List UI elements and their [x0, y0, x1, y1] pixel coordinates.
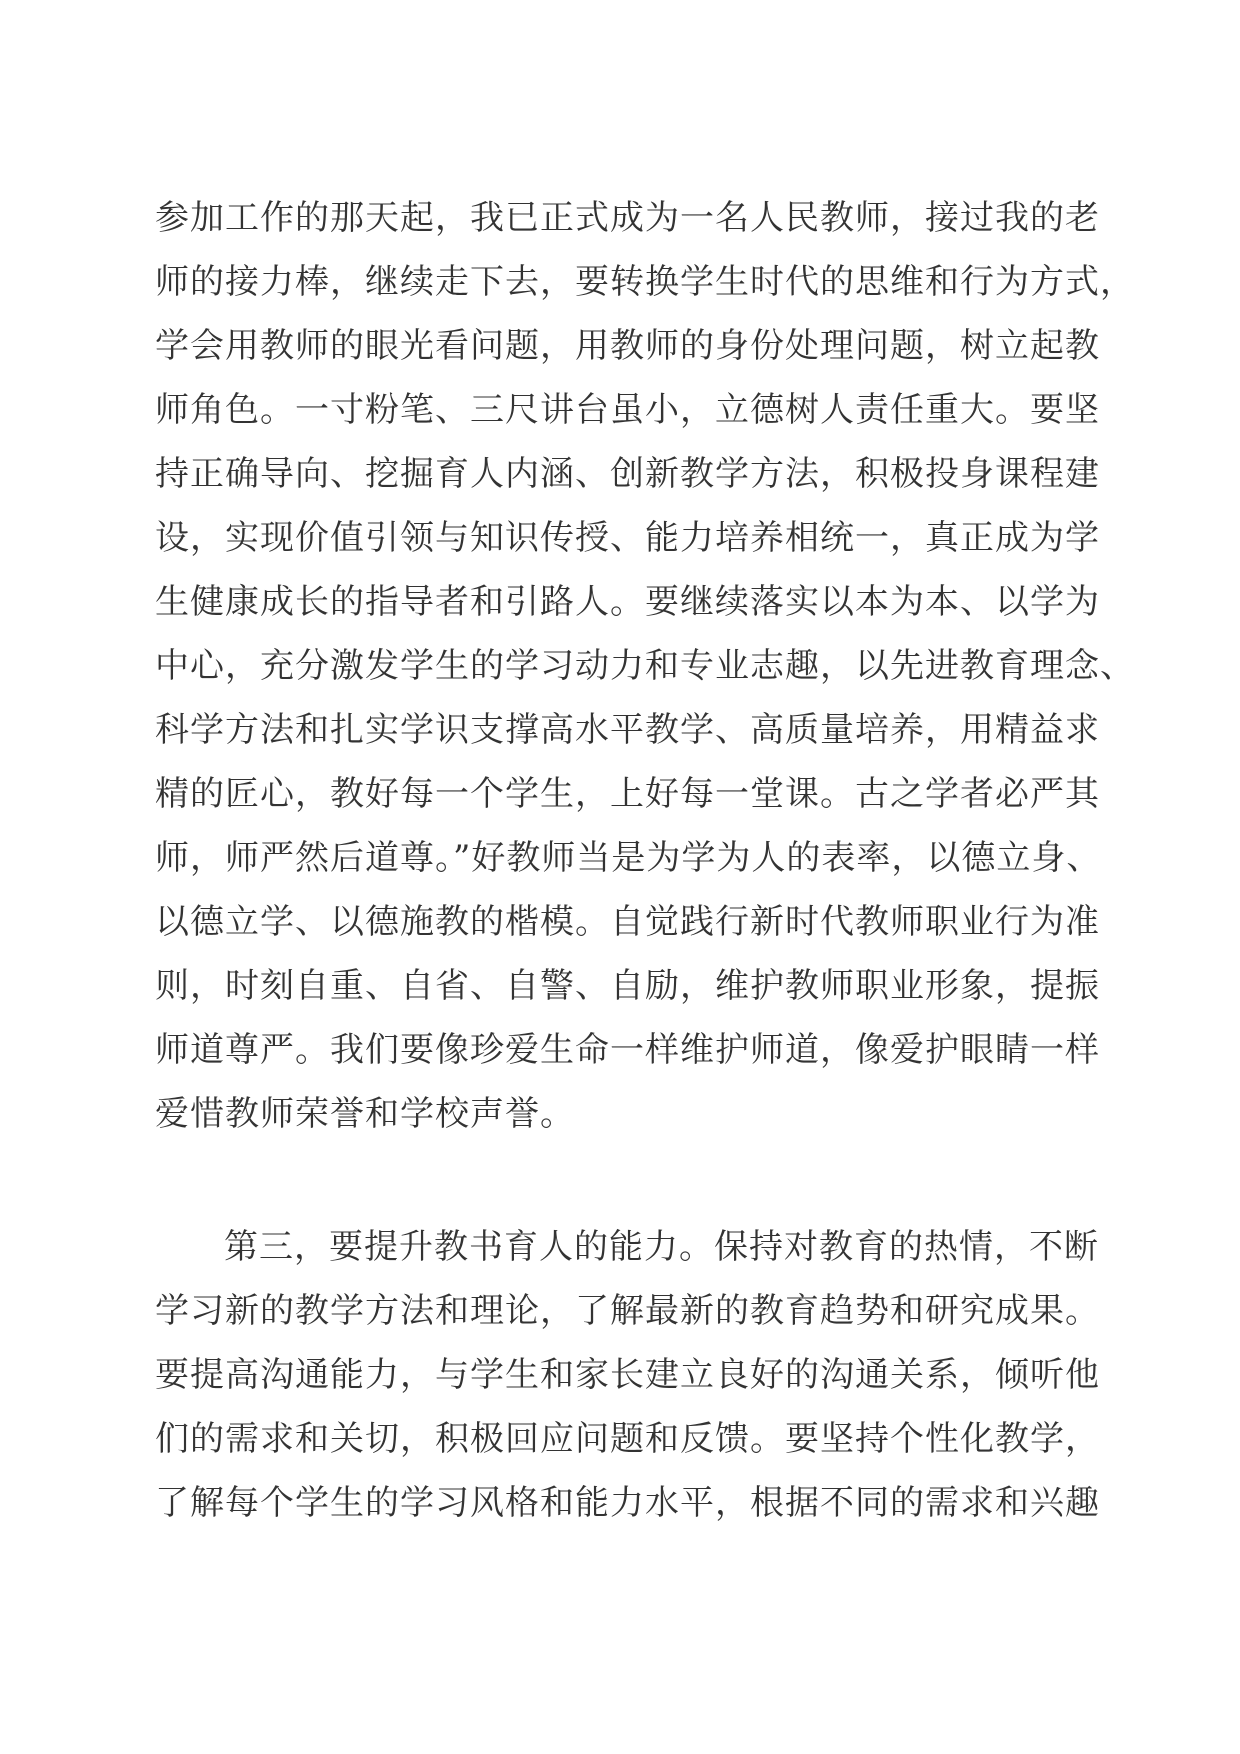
paragraph-line: 持正确导向、挖掘育人内涵、创新教学方法，积极投身课程建 — [155, 454, 1100, 494]
paragraph-line: 精的匠心，教好每一个学生，上好每一堂课。古之学者必严其 — [155, 774, 1100, 814]
paragraph-line: 以德立学、以德施教的楷模。自觉践行新时代教师职业行为准 — [155, 902, 1100, 942]
paragraph-line: 要提高沟通能力，与学生和家长建立良好的沟通关系，倾听他 — [155, 1355, 1100, 1395]
paragraph-line: 爱惜教师荣誉和学校声誉。 — [155, 1094, 575, 1134]
paragraph-line: 生健康成长的指导者和引路人。要继续落实以本为本、以学为 — [155, 582, 1100, 622]
paragraph-line: 则，时刻自重、自省、自警、自励，维护教师职业形象，提振 — [155, 966, 1100, 1006]
paragraph-line: 师，师严然后道尊。”好教师当是为学为人的表率，以德立身、 — [155, 838, 1102, 878]
paragraph-line: 学会用教师的眼光看问题，用教师的身份处理问题，树立起教 — [155, 326, 1100, 366]
paragraph-line: 师角色。一寸粉笔、三尺讲台虽小，立德树人责任重大。要坚 — [155, 390, 1100, 430]
paragraph-line: 师道尊严。我们要像珍爱生命一样维护师道，像爱护眼睛一样 — [155, 1030, 1100, 1070]
paragraph-line: 了解每个学生的学习风格和能力水平，根据不同的需求和兴趣 — [155, 1483, 1100, 1523]
paragraph-line: 中心，充分激发学生的学习动力和专业志趣，以先进教育理念、 — [155, 646, 1135, 686]
paragraph-line: 科学方法和扎实学识支撑高水平教学、高质量培养，用精益求 — [155, 710, 1100, 750]
paragraph-line: 师的接力棒，继续走下去，要转换学生时代的思维和行为方式， — [155, 262, 1135, 302]
paragraph-line: 们的需求和关切，积极回应问题和反馈。要坚持个性化教学， — [155, 1419, 1100, 1459]
paragraph-line: 设，实现价值引领与知识传授、能力培养相统一，真正成为学 — [155, 518, 1100, 558]
paragraph-1 — [155, 186, 1135, 1146]
paragraph-line: 第三，要提升教书育人的能力。保持对教育的热情，不断 — [224, 1227, 1099, 1267]
paragraph-2 — [155, 1215, 1100, 1535]
paragraph-line: 参加工作的那天起，我已正式成为一名人民教师，接过我的老 — [155, 198, 1100, 238]
paragraph-line: 学习新的教学方法和理论，了解最新的教育趋势和研究成果。 — [155, 1291, 1100, 1331]
